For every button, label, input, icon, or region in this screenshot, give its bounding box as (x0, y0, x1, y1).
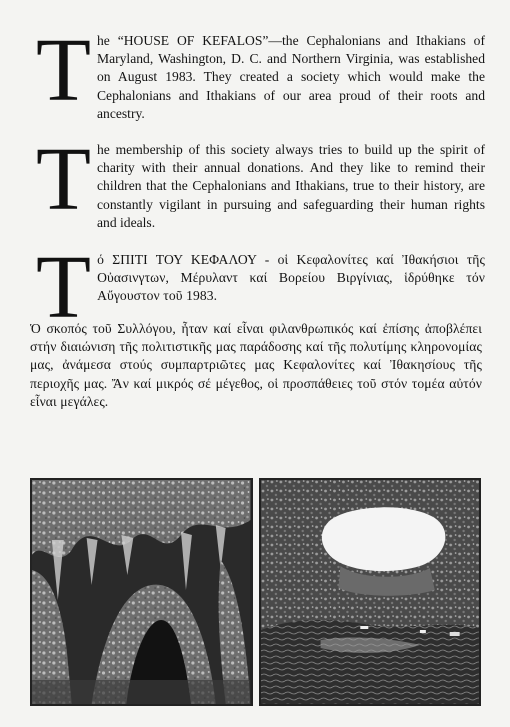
paragraph-text: Ὁ σκοπός τοῦ Συλλόγου, ἦταν καί εἶναι φιλανθρωπικός καί ἐπίσης ἀποβλέπει στήν διαιώνιση τῆς πολιτιστικῆς μας παράδοσης καί τῆς πολυτίμης κληρονομίας μας, ἀνάμεσα στούς συμπαρτριῶτες μας Κεφαλονίτες καί Ἰθακησίους τῆς περιοχῆς μας. Ἄν καί μικρός σέ μέγεθος, οἱ προσπάθειες τοῦ στόν τομέα αὐτόν εἶναι μεγάλες. (30, 321, 482, 409)
paragraph-text: he “HOUSE OF KEFALOS”—the Cephalonians and Ithakians of Maryland, Washington, D. C. and Northern Virginia, was established on August 1983. They created a society which would make the Cephalonians and Ithakians of our area proud of their roots and ancestry. (96, 33, 485, 121)
paragraph-english-intro (36, 21, 485, 123)
paragraph-text: he membership of this society always tries to build up the spirit of charity with their annual donations. And they like to remind their children that the Cephalonians and Ithakians, true to their history, are constantly vigilant in pursuing and safeguarding their human rights and ideals. (96, 142, 485, 230)
cave-illustration-right (261, 480, 480, 704)
cave-photo-left (30, 478, 253, 706)
paragraph-greek-purpose (30, 320, 482, 411)
cave-illustration-left (32, 480, 251, 704)
cave-photo-right (259, 478, 482, 706)
paragraph-greek-intro (36, 238, 485, 337)
paragraph-text: ό ΣΠΙΤΙ ΤΟΥ ΚΕΦΑΛΟΥ - οἱ Κεφαλονίτες καί Ἰθακήσιοι τῆς Οὐασινγτων, Μέρυλαντ καί Βορείου Βιργίνιας, ἱδρύθηκε τόν Αὔγουστον τοῦ 1983. (97, 252, 485, 304)
drop-cap: T (36, 130, 91, 229)
photo-row (30, 478, 481, 706)
paragraph-english-membership (36, 130, 485, 232)
drop-cap: T (36, 238, 92, 337)
drop-cap: T (36, 21, 91, 120)
